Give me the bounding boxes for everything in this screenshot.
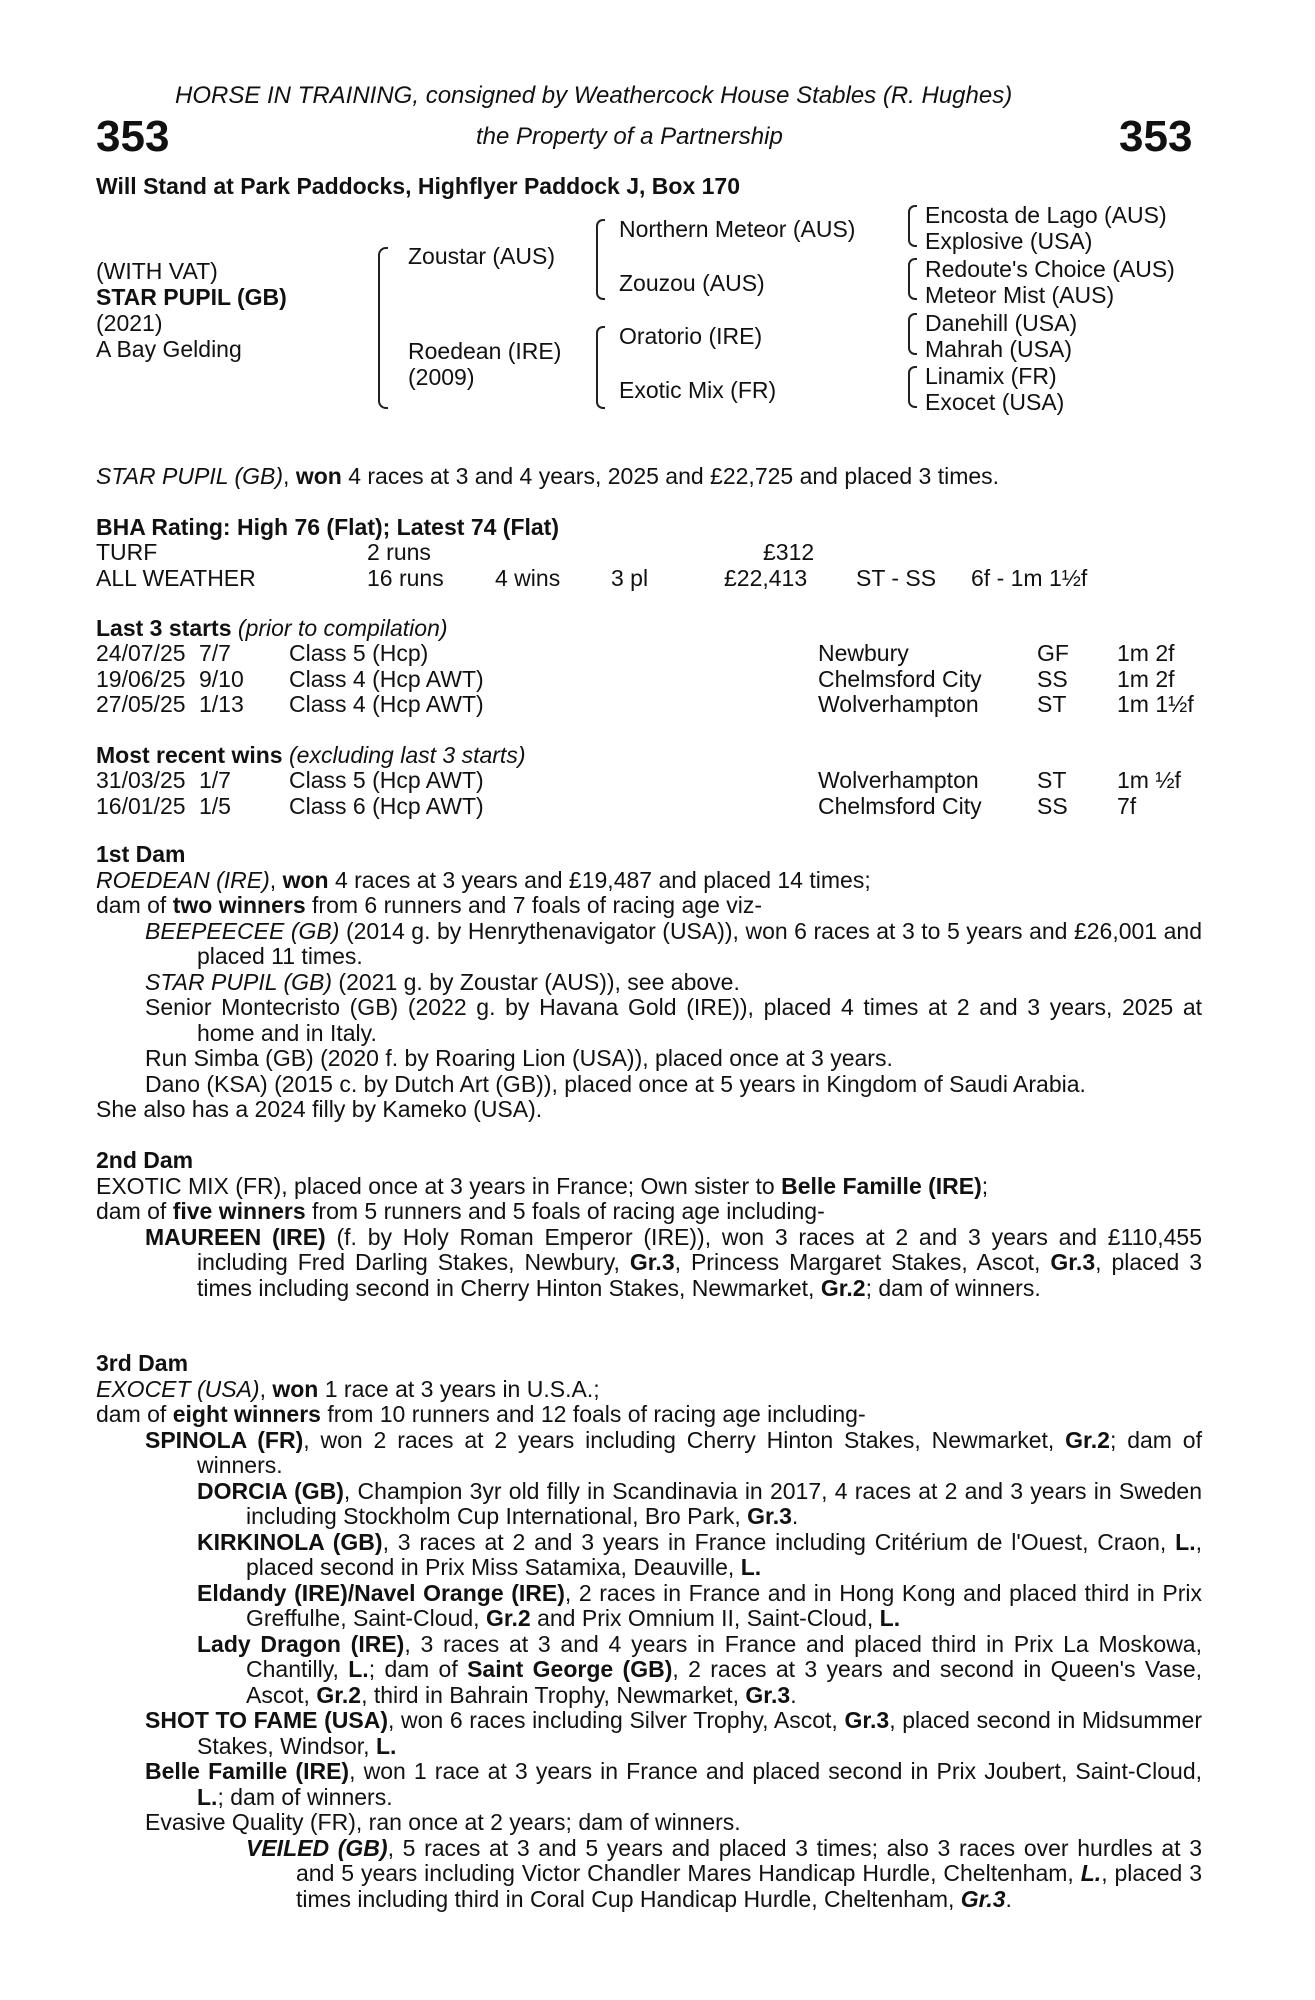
gg-sire-4: Linamix (FR) [925, 363, 1057, 389]
third-dam-title: 3rd Dam [96, 1350, 189, 1376]
aw-prize: £22,413 [724, 565, 808, 591]
turf-runs: 2 runs [367, 539, 431, 565]
summary-record: 4 races at 3 and 4 years, 2025 and £22,725 and placed 3 times. [341, 463, 1000, 489]
last3-position: 7/7 [199, 640, 231, 666]
gg-dam-3: Mahrah (USA) [925, 336, 1072, 362]
summary-horse-name: STAR PUPIL (GB) [96, 463, 284, 489]
second-dam-title: 2nd Dam [96, 1147, 194, 1173]
gg-dam-1: Explosive (USA) [925, 228, 1093, 254]
recent-distance: 1m ½f [1117, 767, 1181, 793]
sire: Zoustar (AUS) [408, 243, 555, 269]
last3-distance: 1m 1½f [1117, 691, 1194, 717]
sire-dam: Zouzou (AUS) [619, 270, 765, 296]
last3-distance: 1m 2f [1117, 640, 1175, 666]
last3-date: 19/06/25 [96, 665, 186, 692]
produce-eldandy: Eldandy (IRE)/Navel Orange (IRE), 2 races in France and in Hong Kong and placed third in Prix Greffulhe, Saint-Cloud, Gr.2 and Prix Omnium II, Saint-Cloud, L. [197, 1579, 1202, 1631]
produce-run-simba: Run Simba (GB) (2020 f. by Roaring Lion (USA)), placed once at 3 years. [145, 1045, 893, 1071]
third-dam-produce: dam of eight winners from 10 runners and 12 foals of racing age including- [96, 1401, 866, 1427]
produce-star-pupil: STAR PUPIL (GB) (2021 g. by Zoustar (AUS)), see above. [145, 968, 740, 995]
turf-label: TURF [96, 539, 158, 565]
first-dam-title: 1st Dam [96, 841, 186, 867]
pedigree-brace-ds [908, 313, 917, 355]
gg-sire-1: Encosta de Lago (AUS) [925, 202, 1167, 228]
stand-location: Will Stand at Park Paddocks, Highflyer Paddock J, Box 170 [96, 173, 740, 199]
bha-rating: BHA Rating: High 76 (Flat); Latest 74 (Flat) [96, 514, 559, 540]
pedigree-brace-main [378, 247, 388, 409]
last3-class: Class 4 (Hcp AWT) [289, 665, 484, 692]
last3-title: Last 3 starts [96, 615, 232, 641]
last3-class: Class 5 (Hcp) [289, 640, 429, 666]
produce-shot-to-fame: SHOT TO FAME (USA), won 6 races including Silver Trophy, Ascot, Gr.3, placed second in Midsummer Stakes, Windsor, L. [145, 1707, 1202, 1759]
property-line: the Property of a Partnership [476, 123, 783, 150]
produce-spinola: SPINOLA (FR), won 2 races at 2 years including Cherry Hinton Stakes, Newmarket, Gr.2; dam of winners. [145, 1426, 1202, 1478]
sire-sire: Northern Meteor (AUS) [619, 216, 856, 242]
aw-placed: 3 pl [611, 565, 649, 591]
last3-going: SS [1037, 665, 1068, 692]
gg-sire-3: Danehill (USA) [925, 310, 1078, 336]
turf-prize: £312 [763, 539, 815, 565]
last3-heading [96, 615, 448, 641]
dam-sire: Oratorio (IRE) [619, 323, 763, 349]
produce-belle-famille: Belle Famille (IRE), won 1 race at 3 years in France and placed second in Prix Joubert, Saint-Cloud, L.; dam of winners. [145, 1758, 1203, 1810]
lot-number-left: 353 [96, 112, 170, 161]
second-dam-section [96, 1148, 1202, 1301]
produce-2024-filly: She also has a 2024 filly by Kameko (USA). [96, 1096, 543, 1122]
last3-position: 1/13 [199, 691, 244, 717]
last3-course: Newbury [818, 640, 909, 666]
third-dam-record: EXOCET (USA), won 1 race at 3 years in U.S.A.; [96, 1375, 600, 1402]
lot-number-right: 353 [1119, 112, 1193, 161]
recent-distance: 7f [1117, 792, 1137, 819]
produce-senior-montecristo: Senior Montecristo (GB) (2022 g. by Havana Gold (IRE)), placed 4 times at 2 and 3 years, 2025 at home and in Italy. [145, 994, 1202, 1046]
second-dam-produce: dam of five winners from 5 runners and 5 foals of racing age including- [96, 1198, 825, 1224]
produce-lady-dragon: Lady Dragon (IRE), 3 races at 3 and 4 years in France and placed third in Prix La Moskowa, Chantilly, L.; dam of Saint George (GB), 2 races at 3 years and second in Queen's Vase, Ascot, Gr.2, third in Bahrain Trophy, Newmarket, Gr.3. [197, 1630, 1203, 1708]
last3-class: Class 4 (Hcp AWT) [289, 691, 484, 717]
pedigree-brace-sd [908, 258, 917, 300]
second-dam-record: EXOTIC MIX (FR), placed once at 3 years in France; Own sister to Belle Famille (IRE); [96, 1172, 989, 1199]
last3-position: 9/10 [199, 665, 244, 692]
horse-year: (2021) [96, 310, 163, 336]
vat-note: (WITH VAT) [96, 258, 218, 284]
dam-year: (2009) [408, 364, 475, 390]
recent-class: Class 6 (Hcp AWT) [289, 792, 484, 819]
last3-note: (prior to compilation) [231, 615, 448, 641]
consignor-line: HORSE IN TRAINING, consigned by Weathercock House Stables (R. Hughes) [175, 82, 1013, 109]
recent-heading [96, 742, 525, 768]
horse-description: A Bay Gelding [96, 336, 242, 362]
recent-date: 31/03/25 [96, 767, 186, 793]
aw-runs: 16 runs [367, 565, 444, 591]
race-summary: STAR PUPIL (GB), won 4 races at 3 and 4 years, 2025 and £22,725 and placed 3 times. [96, 463, 1000, 489]
last3-going: ST [1037, 691, 1067, 717]
recent-note: (excluding last 3 starts) [282, 742, 526, 768]
pedigree-brace-dd [908, 366, 917, 408]
recent-going: SS [1037, 792, 1068, 819]
last3-distance: 1m 2f [1117, 665, 1175, 692]
recent-date: 16/01/25 [96, 792, 186, 819]
gg-sire-2: Redoute's Choice (AUS) [925, 256, 1175, 282]
produce-beepeecee: BEEPEECEE (GB) (2014 g. by Henrythenavigator (USA)), won 6 races at 3 to 5 years and £26,001 and placed 11 times. [145, 917, 1202, 969]
recent-position: 1/5 [199, 792, 231, 819]
aw-going: ST - SS [856, 565, 937, 591]
dam: Roedean (IRE) [408, 338, 562, 364]
produce-maureen: MAUREEN (IRE) (f. by Holy Roman Emperor (IRE)), won 3 races at 2 and 3 years and £110,455 including Fred Darling Stakes, Newbury, Gr.3, Princess Margaret Stakes, Ascot, Gr.3, placed 3 times including second in Cherry Hinton Stakes, Newmarket, Gr.2; dam of winners. [145, 1223, 1202, 1301]
produce-dorcia: DORCIA (GB), Champion 3yr old filly in Scandinavia in 2017, 4 races at 2 and 3 years in Sweden including Stockholm Cup International, Bro Park, Gr.3. [197, 1477, 1203, 1529]
recent-course: Chelmsford City [818, 792, 982, 819]
produce-kirkinola: KIRKINOLA (GB), 3 races at 2 and 3 years in France including Critérium de l'Ouest, Craon, L., placed second in Prix Miss Satamixa, Deauville, L. [197, 1528, 1202, 1580]
pedigree-brace-ss [908, 205, 917, 247]
recent-class: Class 5 (Hcp AWT) [289, 767, 484, 793]
recent-going: ST [1037, 767, 1067, 793]
aw-wins: 4 wins [495, 565, 561, 591]
last3-course: Chelmsford City [818, 665, 982, 692]
recent-title: Most recent wins [96, 742, 283, 768]
produce-evasive-quality: Evasive Quality (FR), ran once at 2 years; dam of winners. [145, 1809, 741, 1835]
first-dam-record: ROEDEAN (IRE), won 4 races at 3 years and £19,487 and placed 14 times; [96, 866, 871, 893]
aw-label: ALL WEATHER [96, 565, 256, 591]
last3-going: GF [1037, 640, 1069, 666]
produce-dano: Dano (KSA) (2015 c. by Dutch Art (GB)), placed once at 5 years in Kingdom of Saudi Arabia. [145, 1070, 1086, 1097]
last3-date: 27/05/25 [96, 691, 186, 717]
last3-date: 24/07/25 [96, 640, 186, 666]
third-dam-section [96, 1351, 1202, 1912]
pedigree-brace-dam [596, 326, 605, 409]
gg-dam-4: Exocet (USA) [925, 389, 1065, 415]
aw-distance: 6f - 1m 1½f [971, 565, 1088, 591]
summary-won: won [295, 463, 342, 489]
recent-position: 1/7 [199, 767, 231, 793]
produce-veiled: VEILED (GB), 5 races at 3 and 5 years and placed 3 times; also 3 races over hurdles at 3 and 5 years including Victor Chandler Mares Handicap Hurdle, Cheltenham, L., placed 3 times including third in Coral Cup Handicap Hurdle, Cheltenham, Gr.3. [246, 1834, 1202, 1912]
pedigree-brace-sire [596, 219, 605, 300]
gg-dam-2: Meteor Mist (AUS) [925, 282, 1115, 308]
first-dam-section [96, 842, 1202, 1123]
first-dam-produce: dam of two winners from 6 runners and 7 foals of racing age viz- [96, 892, 763, 918]
last3-course: Wolverhampton [818, 691, 979, 717]
horse-name: STAR PUPIL (GB) [96, 284, 287, 310]
dam-dam: Exotic Mix (FR) [619, 377, 777, 403]
recent-course: Wolverhampton [818, 767, 979, 793]
